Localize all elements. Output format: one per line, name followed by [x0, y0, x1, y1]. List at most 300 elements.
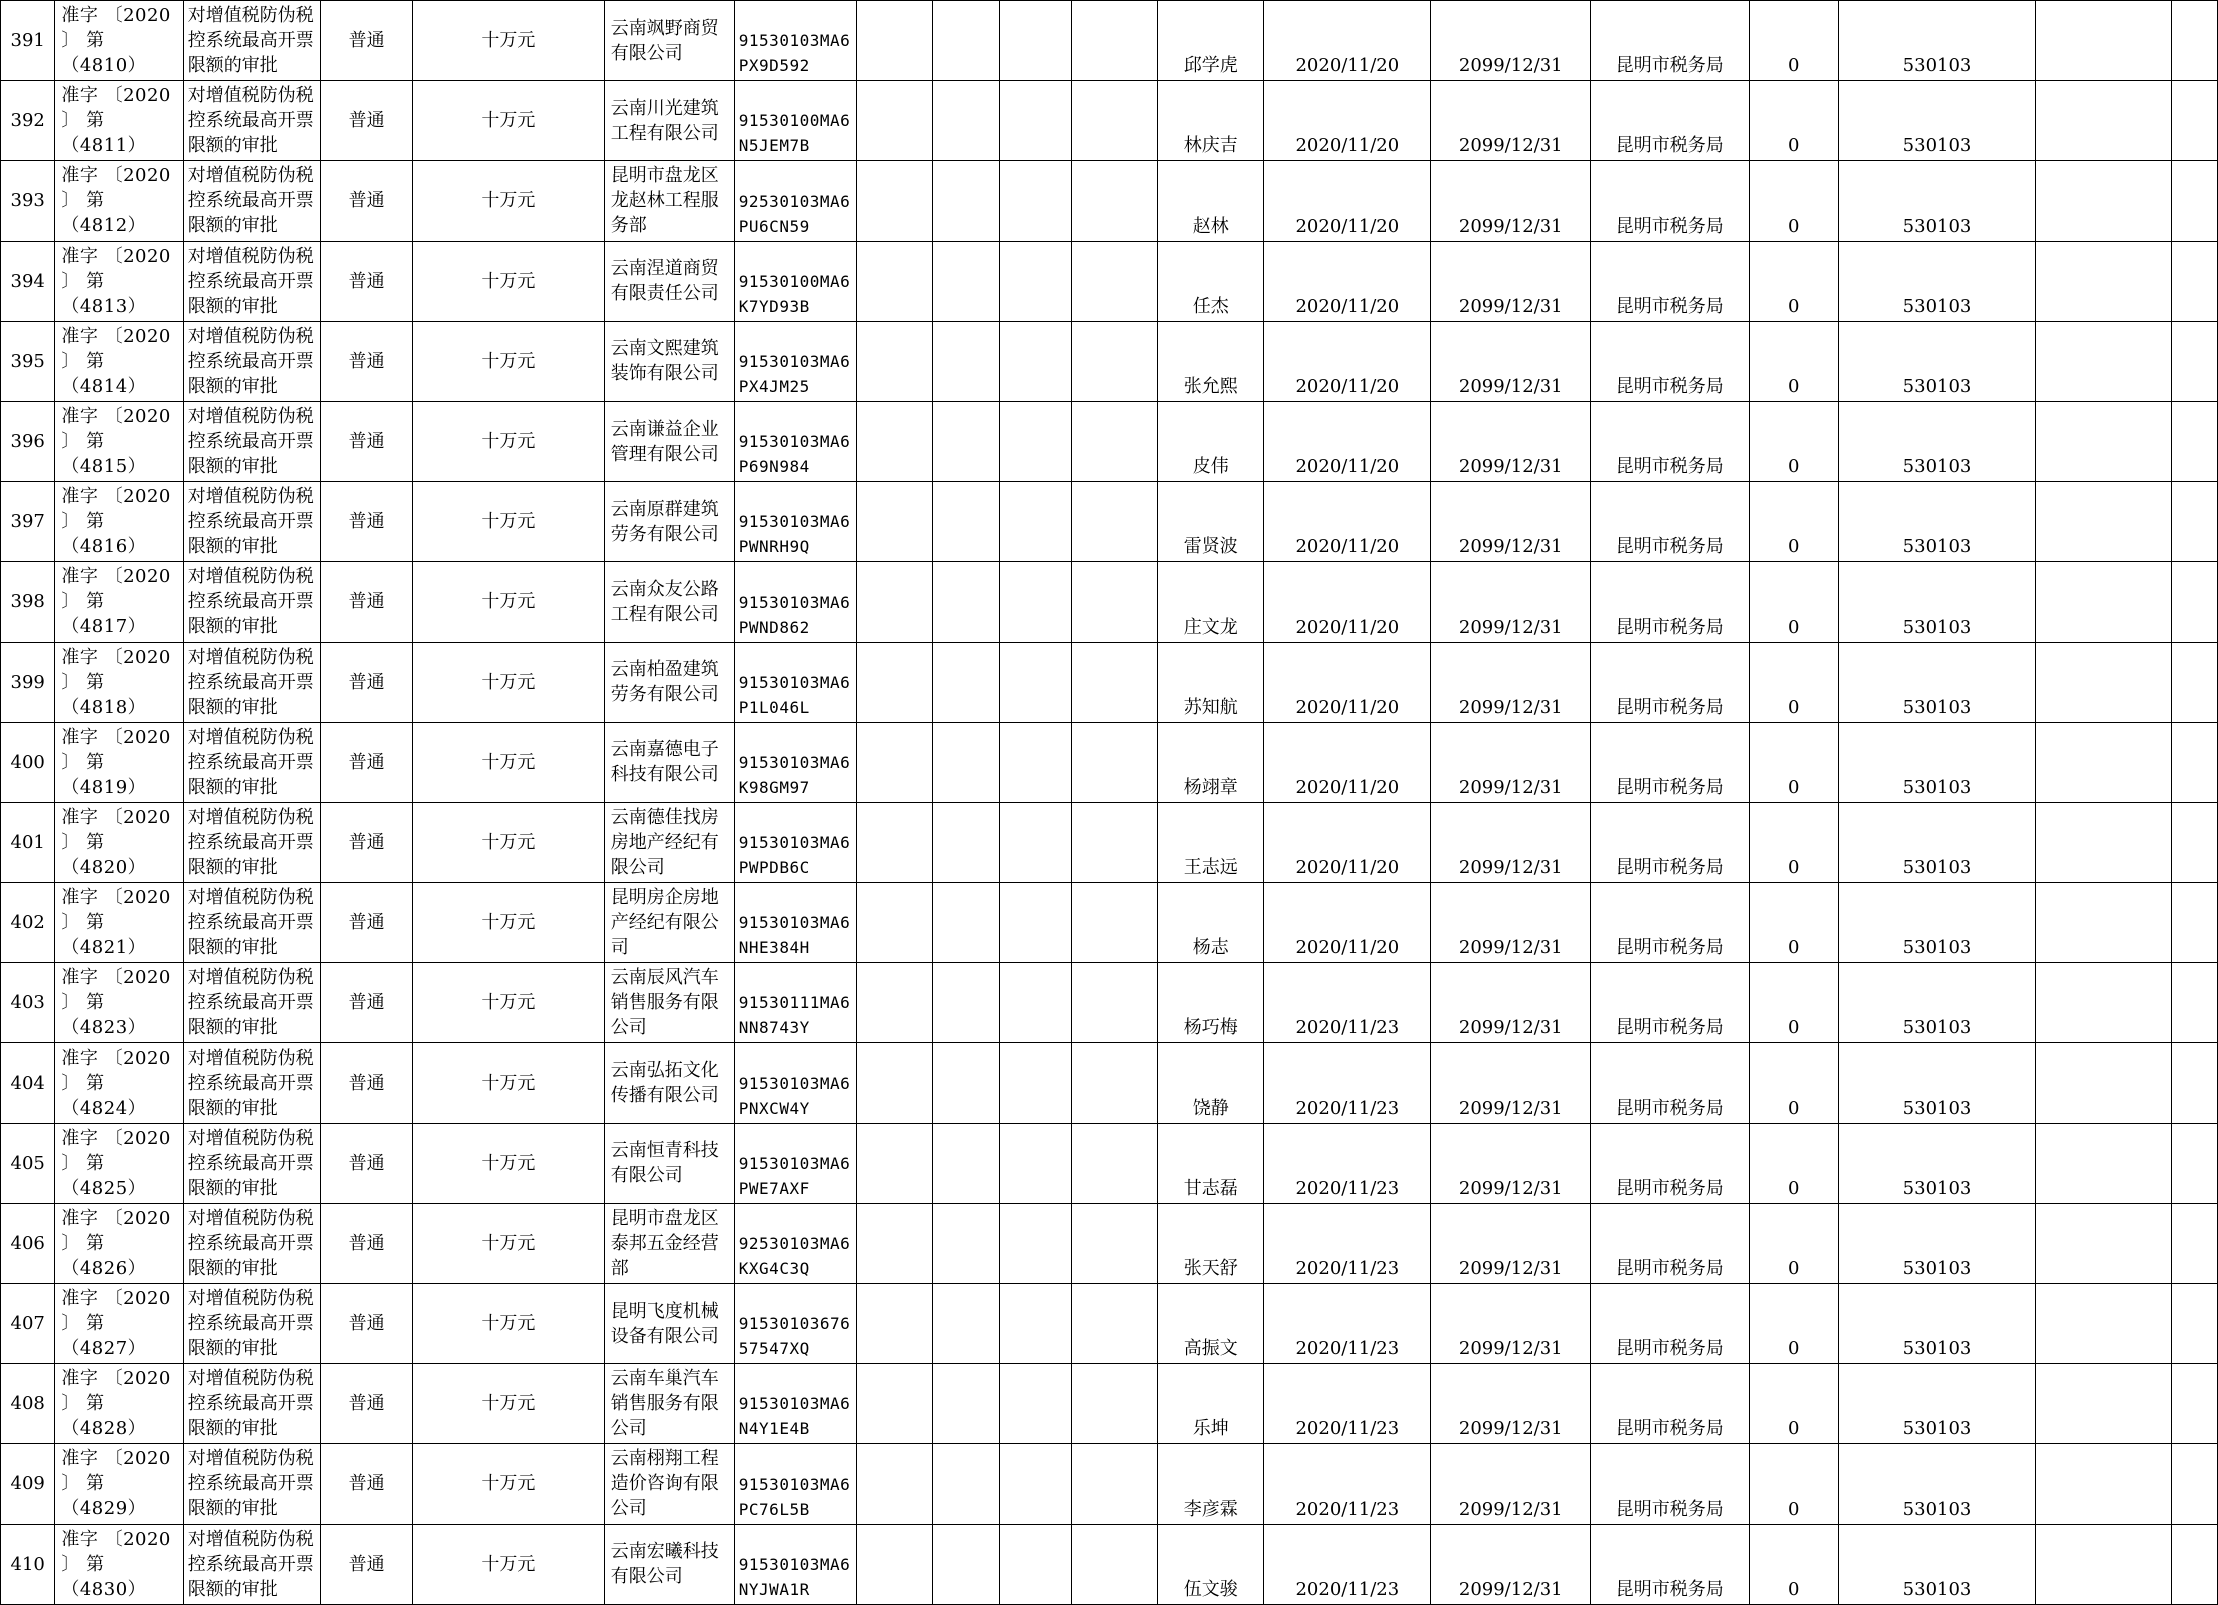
approval-item: 对增值税防伪税控系统最高开票限额的审批 — [183, 1524, 321, 1604]
region-code: 530103 — [1839, 1203, 2036, 1283]
empty-cell — [856, 802, 933, 882]
table-row — [1, 1203, 2218, 1283]
start-date: 2020/11/23 — [1264, 1203, 1431, 1283]
empty-cell — [2036, 1123, 2172, 1203]
empty-cell — [2036, 883, 2172, 963]
empty-cell — [856, 1524, 933, 1604]
status-value: 0 — [1749, 482, 1839, 562]
empty-cell — [1072, 482, 1158, 562]
empty-cell — [2036, 1444, 2172, 1524]
empty-cell — [1072, 883, 1158, 963]
empty-cell — [1000, 1123, 1072, 1203]
end-date: 2099/12/31 — [1431, 1123, 1591, 1203]
empty-cell — [2171, 81, 2217, 161]
empty-cell — [933, 81, 1000, 161]
document-number: 准字 〔2020 〕 第 （4827） — [55, 1284, 183, 1364]
empty-cell — [2036, 642, 2172, 722]
credit-code: 91530103MA6 PWE7AXF — [734, 1123, 856, 1203]
issuing-office: 昆明市税务局 — [1591, 401, 1749, 481]
issuing-office: 昆明市税务局 — [1591, 562, 1749, 642]
document-number: 准字 〔2020 〕 第 （4826） — [55, 1203, 183, 1283]
approval-item: 对增值税防伪税控系统最高开票限额的审批 — [183, 883, 321, 963]
company-name: 云南川光建筑工程有限公司 — [604, 81, 734, 161]
company-name: 云南车巢汽车销售服务有限公司 — [604, 1364, 734, 1444]
empty-cell — [856, 1123, 933, 1203]
empty-cell — [933, 1524, 1000, 1604]
end-date: 2099/12/31 — [1431, 482, 1591, 562]
document-number: 准字 〔2020 〕 第 （4829） — [55, 1444, 183, 1524]
region-code: 530103 — [1839, 1444, 2036, 1524]
empty-cell — [1000, 1043, 1072, 1123]
license-type: 普通 — [321, 1364, 413, 1444]
region-code: 530103 — [1839, 1364, 2036, 1444]
start-date: 2020/11/23 — [1264, 1284, 1431, 1364]
end-date: 2099/12/31 — [1431, 1524, 1591, 1604]
region-code: 530103 — [1839, 401, 2036, 481]
legal-representative: 李彦霖 — [1158, 1444, 1264, 1524]
region-code: 530103 — [1839, 161, 2036, 241]
legal-representative: 皮伟 — [1158, 401, 1264, 481]
invoice-limit: 十万元 — [412, 81, 604, 161]
license-type: 普通 — [321, 321, 413, 401]
empty-cell — [856, 482, 933, 562]
document-number: 准字 〔2020 〕 第 （4828） — [55, 1364, 183, 1444]
row-number: 400 — [1, 722, 55, 802]
empty-cell — [1000, 1284, 1072, 1364]
empty-cell — [1000, 401, 1072, 481]
credit-code: 91530103MA6 PWPDB6C — [734, 802, 856, 882]
credit-code: 91530103MA6 P69N984 — [734, 401, 856, 481]
credit-code: 92530103MA6 PU6CN59 — [734, 161, 856, 241]
license-type: 普通 — [321, 883, 413, 963]
empty-cell — [933, 642, 1000, 722]
legal-representative: 林庆吉 — [1158, 81, 1264, 161]
legal-representative: 伍文骏 — [1158, 1524, 1264, 1604]
license-type: 普通 — [321, 1284, 413, 1364]
empty-cell — [856, 1203, 933, 1283]
company-name: 云南柏盈建筑劳务有限公司 — [604, 642, 734, 722]
credit-code: 91530103MA6 PX9D592 — [734, 1, 856, 81]
empty-cell — [2171, 401, 2217, 481]
empty-cell — [1000, 642, 1072, 722]
document-number: 准字 〔2020 〕 第 （4819） — [55, 722, 183, 802]
company-name: 云南弘拓文化传播有限公司 — [604, 1043, 734, 1123]
empty-cell — [2171, 562, 2217, 642]
row-number: 391 — [1, 1, 55, 81]
legal-representative: 饶静 — [1158, 1043, 1264, 1123]
empty-cell — [1072, 963, 1158, 1043]
document-number: 准字 〔2020 〕 第 （4810） — [55, 1, 183, 81]
approval-item: 对增值税防伪税控系统最高开票限额的审批 — [183, 482, 321, 562]
empty-cell — [1000, 1524, 1072, 1604]
empty-cell — [2171, 241, 2217, 321]
legal-representative: 杨翊章 — [1158, 722, 1264, 802]
invoice-limit: 十万元 — [412, 321, 604, 401]
approval-item: 对增值税防伪税控系统最高开票限额的审批 — [183, 963, 321, 1043]
document-number: 准字 〔2020 〕 第 （4823） — [55, 963, 183, 1043]
empty-cell — [2171, 321, 2217, 401]
issuing-office: 昆明市税务局 — [1591, 883, 1749, 963]
license-type: 普通 — [321, 642, 413, 722]
document-number: 准字 〔2020 〕 第 （4821） — [55, 883, 183, 963]
start-date: 2020/11/23 — [1264, 1444, 1431, 1524]
table-row — [1, 562, 2218, 642]
invoice-limit: 十万元 — [412, 562, 604, 642]
empty-cell — [1000, 482, 1072, 562]
approval-item: 对增值税防伪税控系统最高开票限额的审批 — [183, 722, 321, 802]
status-value: 0 — [1749, 161, 1839, 241]
empty-cell — [856, 963, 933, 1043]
empty-cell — [1072, 1043, 1158, 1123]
empty-cell — [856, 1284, 933, 1364]
empty-cell — [2171, 963, 2217, 1043]
document-number: 准字 〔2020 〕 第 （4824） — [55, 1043, 183, 1123]
approval-item: 对增值税防伪税控系统最高开票限额的审批 — [183, 1444, 321, 1524]
legal-representative: 张允熙 — [1158, 321, 1264, 401]
invoice-limit: 十万元 — [412, 1203, 604, 1283]
end-date: 2099/12/31 — [1431, 1364, 1591, 1444]
row-number: 396 — [1, 401, 55, 481]
row-number: 401 — [1, 802, 55, 882]
status-value: 0 — [1749, 401, 1839, 481]
status-value: 0 — [1749, 241, 1839, 321]
empty-cell — [1000, 1203, 1072, 1283]
table-row — [1, 1444, 2218, 1524]
empty-cell — [933, 241, 1000, 321]
end-date: 2099/12/31 — [1431, 1203, 1591, 1283]
region-code: 530103 — [1839, 642, 2036, 722]
empty-cell — [2036, 161, 2172, 241]
empty-cell — [2171, 883, 2217, 963]
empty-cell — [1072, 161, 1158, 241]
empty-cell — [2036, 802, 2172, 882]
status-value: 0 — [1749, 1123, 1839, 1203]
invoice-limit: 十万元 — [412, 963, 604, 1043]
empty-cell — [1000, 81, 1072, 161]
credit-code: 91530103MA6 P1L046L — [734, 642, 856, 722]
status-value: 0 — [1749, 1444, 1839, 1524]
empty-cell — [933, 401, 1000, 481]
credit-code: 92530103MA6 KXG4C3Q — [734, 1203, 856, 1283]
empty-cell — [933, 1043, 1000, 1123]
empty-cell — [933, 1, 1000, 81]
issuing-office: 昆明市税务局 — [1591, 722, 1749, 802]
empty-cell — [1072, 562, 1158, 642]
invoice-limit: 十万元 — [412, 1364, 604, 1444]
credit-code: 91530103MA6 PX4JM25 — [734, 321, 856, 401]
end-date: 2099/12/31 — [1431, 241, 1591, 321]
empty-cell — [2171, 1123, 2217, 1203]
table-row — [1, 883, 2218, 963]
empty-cell — [1072, 1284, 1158, 1364]
license-type: 普通 — [321, 482, 413, 562]
document-number: 准字 〔2020 〕 第 （4816） — [55, 482, 183, 562]
start-date: 2020/11/20 — [1264, 241, 1431, 321]
credit-code: 91530103MA6 NHE384H — [734, 883, 856, 963]
issuing-office: 昆明市税务局 — [1591, 1524, 1749, 1604]
legal-representative: 邱学虎 — [1158, 1, 1264, 81]
end-date: 2099/12/31 — [1431, 883, 1591, 963]
table-row — [1, 1123, 2218, 1203]
license-type: 普通 — [321, 1203, 413, 1283]
empty-cell — [856, 1043, 933, 1123]
license-type: 普通 — [321, 562, 413, 642]
end-date: 2099/12/31 — [1431, 963, 1591, 1043]
empty-cell — [1000, 321, 1072, 401]
table-row — [1, 722, 2218, 802]
empty-cell — [1000, 241, 1072, 321]
start-date: 2020/11/20 — [1264, 562, 1431, 642]
empty-cell — [856, 81, 933, 161]
row-number: 409 — [1, 1444, 55, 1524]
company-name: 云南原群建筑劳务有限公司 — [604, 482, 734, 562]
region-code: 530103 — [1839, 1043, 2036, 1123]
legal-representative: 张天舒 — [1158, 1203, 1264, 1283]
approval-item: 对增值税防伪税控系统最高开票限额的审批 — [183, 1203, 321, 1283]
status-value: 0 — [1749, 802, 1839, 882]
credit-code: 91530103MA6 K98GM97 — [734, 722, 856, 802]
license-type: 普通 — [321, 1524, 413, 1604]
empty-cell — [933, 883, 1000, 963]
start-date: 2020/11/20 — [1264, 642, 1431, 722]
document-number: 准字 〔2020 〕 第 （4811） — [55, 81, 183, 161]
company-name: 云南宏曦科技有限公司 — [604, 1524, 734, 1604]
empty-cell — [856, 321, 933, 401]
legal-representative: 雷贤波 — [1158, 482, 1264, 562]
issuing-office: 昆明市税务局 — [1591, 1043, 1749, 1123]
empty-cell — [2036, 401, 2172, 481]
status-value: 0 — [1749, 642, 1839, 722]
invoice-limit: 十万元 — [412, 1524, 604, 1604]
empty-cell — [2171, 1284, 2217, 1364]
legal-representative: 苏知航 — [1158, 642, 1264, 722]
table-row — [1, 1043, 2218, 1123]
issuing-office: 昆明市税务局 — [1591, 1284, 1749, 1364]
credit-code: 91530103MA6 PNXCW4Y — [734, 1043, 856, 1123]
issuing-office: 昆明市税务局 — [1591, 81, 1749, 161]
empty-cell — [856, 241, 933, 321]
table-row — [1, 963, 2218, 1043]
start-date: 2020/11/23 — [1264, 1524, 1431, 1604]
issuing-office: 昆明市税务局 — [1591, 1444, 1749, 1524]
legal-representative: 庄文龙 — [1158, 562, 1264, 642]
start-date: 2020/11/23 — [1264, 963, 1431, 1043]
empty-cell — [2171, 161, 2217, 241]
legal-representative: 杨志 — [1158, 883, 1264, 963]
empty-cell — [2036, 1364, 2172, 1444]
company-name: 云南栩翔工程造价咨询有限公司 — [604, 1444, 734, 1524]
empty-cell — [2036, 321, 2172, 401]
status-value: 0 — [1749, 562, 1839, 642]
region-code: 530103 — [1839, 241, 2036, 321]
region-code: 530103 — [1839, 1, 2036, 81]
region-code: 530103 — [1839, 802, 2036, 882]
license-type: 普通 — [321, 1123, 413, 1203]
status-value: 0 — [1749, 883, 1839, 963]
empty-cell — [933, 1444, 1000, 1524]
end-date: 2099/12/31 — [1431, 802, 1591, 882]
row-number: 392 — [1, 81, 55, 161]
empty-cell — [2171, 1, 2217, 81]
credit-code: 91530103MA6 N4Y1E4B — [734, 1364, 856, 1444]
empty-cell — [2036, 562, 2172, 642]
start-date: 2020/11/20 — [1264, 802, 1431, 882]
empty-cell — [856, 642, 933, 722]
empty-cell — [1072, 321, 1158, 401]
credit-code: 91530103MA6 PWND862 — [734, 562, 856, 642]
empty-cell — [1072, 802, 1158, 882]
end-date: 2099/12/31 — [1431, 1043, 1591, 1123]
empty-cell — [2171, 482, 2217, 562]
invoice-limit: 十万元 — [412, 722, 604, 802]
status-value: 0 — [1749, 1524, 1839, 1604]
region-code: 530103 — [1839, 482, 2036, 562]
empty-cell — [2036, 1203, 2172, 1283]
approval-item: 对增值税防伪税控系统最高开票限额的审批 — [183, 642, 321, 722]
table-row — [1, 321, 2218, 401]
empty-cell — [1072, 1203, 1158, 1283]
approval-item: 对增值税防伪税控系统最高开票限额的审批 — [183, 401, 321, 481]
license-type: 普通 — [321, 1444, 413, 1524]
region-code: 530103 — [1839, 562, 2036, 642]
document-number: 准字 〔2020 〕 第 （4817） — [55, 562, 183, 642]
approval-item: 对增值税防伪税控系统最高开票限额的审批 — [183, 321, 321, 401]
region-code: 530103 — [1839, 722, 2036, 802]
empty-cell — [2036, 81, 2172, 161]
approval-item: 对增值税防伪税控系统最高开票限额的审批 — [183, 1284, 321, 1364]
empty-cell — [1072, 401, 1158, 481]
empty-cell — [933, 963, 1000, 1043]
row-number: 407 — [1, 1284, 55, 1364]
issuing-office: 昆明市税务局 — [1591, 1123, 1749, 1203]
company-name: 云南嘉德电子科技有限公司 — [604, 722, 734, 802]
empty-cell — [1072, 241, 1158, 321]
issuing-office: 昆明市税务局 — [1591, 1203, 1749, 1283]
company-name: 云南涅道商贸有限责任公司 — [604, 241, 734, 321]
empty-cell — [2036, 722, 2172, 802]
invoice-limit: 十万元 — [412, 241, 604, 321]
document-number: 准字 〔2020 〕 第 （4820） — [55, 802, 183, 882]
invoice-limit: 十万元 — [412, 883, 604, 963]
status-value: 0 — [1749, 321, 1839, 401]
legal-representative: 高振文 — [1158, 1284, 1264, 1364]
issuing-office: 昆明市税务局 — [1591, 482, 1749, 562]
invoice-limit: 十万元 — [412, 1444, 604, 1524]
table-row — [1, 161, 2218, 241]
empty-cell — [856, 883, 933, 963]
empty-cell — [933, 1123, 1000, 1203]
end-date: 2099/12/31 — [1431, 161, 1591, 241]
legal-representative: 乐坤 — [1158, 1364, 1264, 1444]
issuing-office: 昆明市税务局 — [1591, 161, 1749, 241]
row-number: 398 — [1, 562, 55, 642]
region-code: 530103 — [1839, 1284, 2036, 1364]
approval-item: 对增值税防伪税控系统最高开票限额的审批 — [183, 161, 321, 241]
region-code: 530103 — [1839, 81, 2036, 161]
issuing-office: 昆明市税务局 — [1591, 1364, 1749, 1444]
empty-cell — [1000, 562, 1072, 642]
invoice-limit: 十万元 — [412, 482, 604, 562]
table-row — [1, 642, 2218, 722]
table-row — [1, 1284, 2218, 1364]
issuing-office: 昆明市税务局 — [1591, 802, 1749, 882]
company-name: 昆明市盘龙区泰邦五金经营部 — [604, 1203, 734, 1283]
document-number: 准字 〔2020 〕 第 （4830） — [55, 1524, 183, 1604]
empty-cell — [856, 401, 933, 481]
start-date: 2020/11/23 — [1264, 1364, 1431, 1444]
end-date: 2099/12/31 — [1431, 321, 1591, 401]
empty-cell — [2036, 963, 2172, 1043]
table-row — [1, 482, 2218, 562]
empty-cell — [2171, 642, 2217, 722]
approval-item: 对增值税防伪税控系统最高开票限额的审批 — [183, 562, 321, 642]
start-date: 2020/11/20 — [1264, 883, 1431, 963]
start-date: 2020/11/20 — [1264, 321, 1431, 401]
status-value: 0 — [1749, 963, 1839, 1043]
empty-cell — [1000, 1364, 1072, 1444]
end-date: 2099/12/31 — [1431, 1284, 1591, 1364]
empty-cell — [1000, 1444, 1072, 1524]
document-number: 准字 〔2020 〕 第 （4825） — [55, 1123, 183, 1203]
table-row — [1, 241, 2218, 321]
company-name: 云南德佳找房房地产经纪有限公司 — [604, 802, 734, 882]
status-value: 0 — [1749, 1203, 1839, 1283]
empty-cell — [2036, 241, 2172, 321]
credit-code: 91530103MA6 PWNRH9Q — [734, 482, 856, 562]
row-number: 405 — [1, 1123, 55, 1203]
empty-cell — [1072, 1, 1158, 81]
end-date: 2099/12/31 — [1431, 1444, 1591, 1524]
empty-cell — [2171, 1444, 2217, 1524]
issuing-office: 昆明市税务局 — [1591, 642, 1749, 722]
legal-representative: 任杰 — [1158, 241, 1264, 321]
row-number: 397 — [1, 482, 55, 562]
region-code: 530103 — [1839, 883, 2036, 963]
company-name: 云南飒野商贸有限公司 — [604, 1, 734, 81]
license-type: 普通 — [321, 401, 413, 481]
approval-item: 对增值税防伪税控系统最高开票限额的审批 — [183, 1043, 321, 1123]
status-value: 0 — [1749, 81, 1839, 161]
row-number: 410 — [1, 1524, 55, 1604]
empty-cell — [1000, 883, 1072, 963]
end-date: 2099/12/31 — [1431, 1, 1591, 81]
start-date: 2020/11/20 — [1264, 722, 1431, 802]
empty-cell — [856, 1, 933, 81]
table-row — [1, 401, 2218, 481]
legal-representative: 杨巧梅 — [1158, 963, 1264, 1043]
empty-cell — [856, 161, 933, 241]
row-number: 404 — [1, 1043, 55, 1123]
end-date: 2099/12/31 — [1431, 401, 1591, 481]
license-type: 普通 — [321, 241, 413, 321]
empty-cell — [933, 161, 1000, 241]
credit-code: 91530103MA6 PC76L5B — [734, 1444, 856, 1524]
empty-cell — [2036, 1524, 2172, 1604]
empty-cell — [1072, 1524, 1158, 1604]
issuing-office: 昆明市税务局 — [1591, 963, 1749, 1043]
end-date: 2099/12/31 — [1431, 642, 1591, 722]
issuing-office: 昆明市税务局 — [1591, 1, 1749, 81]
company-name: 云南辰风汽车销售服务有限公司 — [604, 963, 734, 1043]
document-number: 准字 〔2020 〕 第 （4815） — [55, 401, 183, 481]
license-type: 普通 — [321, 722, 413, 802]
legal-representative: 赵林 — [1158, 161, 1264, 241]
empty-cell — [2171, 802, 2217, 882]
empty-cell — [933, 1364, 1000, 1444]
empty-cell — [856, 1364, 933, 1444]
empty-cell — [2171, 1043, 2217, 1123]
empty-cell — [856, 1444, 933, 1524]
